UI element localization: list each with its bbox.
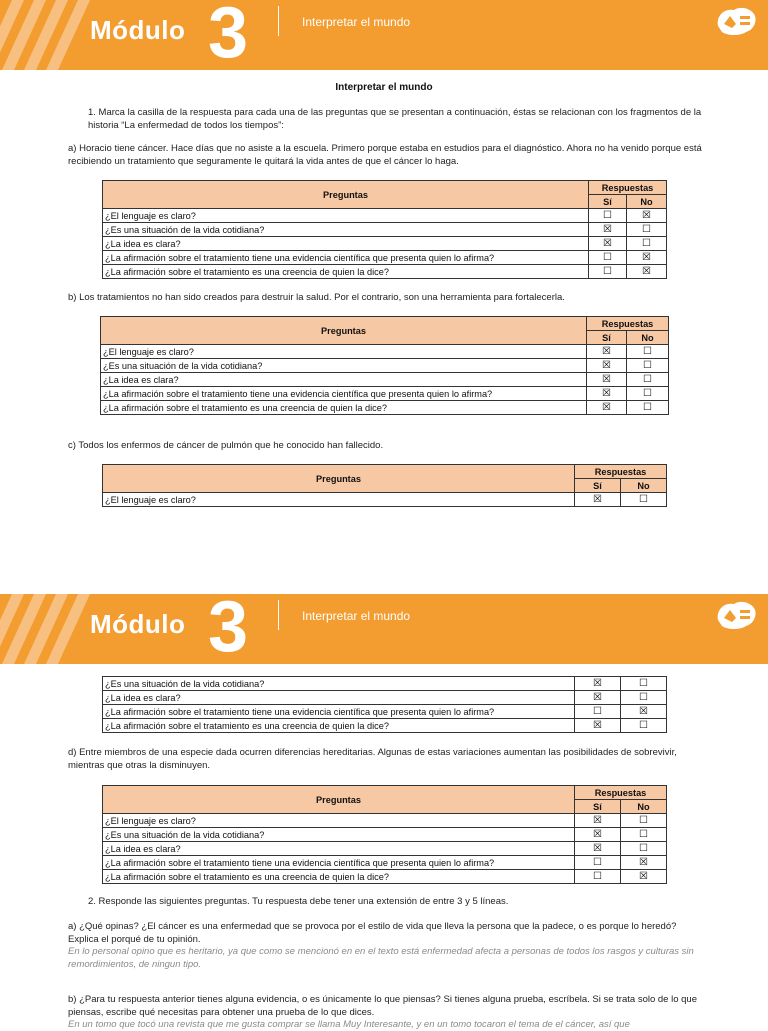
questions-table-c <box>102 464 667 507</box>
question-2b: b) ¿Para tu respuesta anterior tienes alguna evidencia, o es únicamente lo que piensas? Si tienes alguna prueba, escríbela. Si se trata solo de lo que piensas, escribe qué necesitas para obtener una prueba de lo que dices. <box>68 994 697 1018</box>
col-header-no: No <box>627 331 669 345</box>
question-text: ¿La afirmación sobre el tratamiento es una creencia de quien la dice? <box>101 401 587 415</box>
answer-2b[interactable]: En un tomo que tocó una revista que me gusta comprar se llama Muy Interesante, y en un tomo tocaron el tema de el cáncer, así que <box>68 1019 630 1030</box>
question-text: ¿La idea es clara? <box>103 237 589 251</box>
table-row <box>103 842 667 856</box>
checkbox-no[interactable]: ☐ <box>627 359 669 373</box>
table-row <box>101 387 669 401</box>
table-row <box>103 856 667 870</box>
checkbox-si[interactable]: ☒ <box>575 814 621 828</box>
col-header-respuestas: Respuestas <box>589 181 667 195</box>
checkbox-si[interactable]: ☐ <box>589 251 627 265</box>
col-header-respuestas: Respuestas <box>587 317 669 331</box>
checkbox-no[interactable]: ☐ <box>621 677 667 691</box>
table-row <box>101 359 669 373</box>
checkbox-no[interactable]: ☒ <box>627 251 667 265</box>
checkbox-no[interactable]: ☐ <box>627 387 669 401</box>
questions-table-d <box>102 785 667 884</box>
checkbox-si[interactable]: ☒ <box>587 373 627 387</box>
checkbox-si[interactable]: ☒ <box>575 719 621 733</box>
modulo-logo-icon <box>714 598 758 632</box>
question-text: ¿La idea es clara? <box>101 373 587 387</box>
checkbox-no[interactable]: ☒ <box>627 265 667 279</box>
table-row <box>101 345 669 359</box>
section-title: Interpretar el mundo <box>302 15 411 29</box>
col-header-no: No <box>621 479 667 493</box>
table-row <box>103 209 667 223</box>
checkbox-si[interactable]: ☒ <box>575 842 621 856</box>
col-header-respuestas: Respuestas <box>575 786 667 800</box>
question-text: ¿La idea es clara? <box>103 842 575 856</box>
questions-table-c-continued <box>102 676 667 733</box>
checkbox-no[interactable]: ☐ <box>621 691 667 705</box>
question-text: ¿La afirmación sobre el tratamiento tiene una evidencia científica que presenta quien lo afirma? <box>103 856 575 870</box>
checkbox-no[interactable]: ☐ <box>621 493 667 507</box>
answer-2a[interactable]: En lo personal opino que es heritario, ya que como se mencionó en en el texto está enfermedad afecta a personas de todos los rasgos y culturas sin remordimientos, de ningun tipo. <box>68 946 694 970</box>
module-header <box>0 594 768 664</box>
col-header-respuestas: Respuestas <box>575 465 667 479</box>
module-label: Módulo <box>90 15 186 45</box>
header-divider <box>278 600 279 630</box>
checkbox-si[interactable]: ☒ <box>575 677 621 691</box>
section-a-text: a) Horacio tiene cáncer. Hace días que no asiste a la escuela. Primero porque estaba en estudios para el diagnóstico. Ahora no ha venido porque está recibiendo un tratamiento que seguramente le quitará la vida antes de que el cáncer lo haga. <box>68 143 702 167</box>
item1-instructions: 1. Marca la casilla de la respuesta para cada una de las preguntas que se presentan a continuación, éstas se relacionan con los fragmentos de la historia “La enfermedad de todos los tiempos”: <box>88 107 702 131</box>
checkbox-si[interactable]: ☐ <box>575 870 621 884</box>
header-divider <box>278 6 279 36</box>
checkbox-no[interactable]: ☐ <box>627 373 669 387</box>
col-header-no: No <box>627 195 667 209</box>
table-row <box>103 493 667 507</box>
question-text: ¿El lenguaje es claro? <box>103 814 575 828</box>
question-text: ¿Es una situación de la vida cotidiana? <box>103 677 575 691</box>
checkbox-no[interactable]: ☐ <box>621 719 667 733</box>
question-text: ¿La idea es clara? <box>103 691 575 705</box>
section-b-text: b) Los tratamientos no han sido creados para destruir la salud. Por el contrario, son una herramienta para fortalecerla. <box>68 292 565 303</box>
table-row <box>103 691 667 705</box>
checkbox-si[interactable]: ☒ <box>587 401 627 415</box>
checkbox-si[interactable]: ☒ <box>589 223 627 237</box>
section-d-text: d) Entre miembros de una especie dada ocurren diferencias hereditarias. Algunas de estas variaciones aumentan las posibilidades de sobrevivir, mientras que otras la disminuyen. <box>68 747 677 771</box>
checkbox-si[interactable]: ☒ <box>587 359 627 373</box>
col-header-no: No <box>621 800 667 814</box>
table-row <box>103 705 667 719</box>
col-header-preguntas: Preguntas <box>101 317 587 345</box>
question-text: ¿La afirmación sobre el tratamiento es una creencia de quien la dice? <box>103 719 575 733</box>
table-row <box>103 265 667 279</box>
question-text: ¿La afirmación sobre el tratamiento tiene una evidencia científica que presenta quien lo afirma? <box>101 387 587 401</box>
checkbox-si[interactable]: ☒ <box>587 387 627 401</box>
table-row <box>101 401 669 415</box>
checkbox-no[interactable]: ☐ <box>627 223 667 237</box>
checkbox-no[interactable]: ☒ <box>627 209 667 223</box>
checkbox-no[interactable]: ☒ <box>621 705 667 719</box>
question-text: ¿El lenguaje es claro? <box>103 493 575 507</box>
module-label: Módulo <box>90 609 186 639</box>
module-header <box>0 0 768 70</box>
checkbox-si[interactable]: ☐ <box>575 856 621 870</box>
checkbox-no[interactable]: ☐ <box>621 814 667 828</box>
col-header-si: Sí <box>587 331 627 345</box>
checkbox-si[interactable]: ☒ <box>587 345 627 359</box>
checkbox-no[interactable]: ☐ <box>627 237 667 251</box>
table-row <box>103 251 667 265</box>
section-title: Interpretar el mundo <box>302 609 411 623</box>
checkbox-no[interactable]: ☐ <box>621 828 667 842</box>
table-row <box>103 870 667 884</box>
col-header-preguntas: Preguntas <box>103 786 575 814</box>
question-text: ¿Es una situación de la vida cotidiana? <box>103 828 575 842</box>
checkbox-no[interactable]: ☐ <box>621 842 667 856</box>
table-row <box>103 223 667 237</box>
table-row <box>103 828 667 842</box>
item2-instructions: 2. Responde las siguientes preguntas. Tu respuesta debe tener una extensión de entre 3 y 5 líneas. <box>88 896 509 907</box>
checkbox-si[interactable]: ☒ <box>589 237 627 251</box>
question-text: ¿Es una situación de la vida cotidiana? <box>101 359 587 373</box>
question-2a: a) ¿Qué opinas? ¿El cáncer es una enfermedad que se provoca por el estilo de vida que lleva la persona que la padece, o es porque lo heredó? Explica el porqué de tu opinión. <box>68 921 677 945</box>
module-number: 3 <box>208 594 249 664</box>
question-text: ¿El lenguaje es claro? <box>103 209 589 223</box>
questions-table-b <box>100 316 669 415</box>
section-c-text: c) Todos los enfermos de cáncer de pulmón que he conocido han fallecido. <box>68 440 384 451</box>
question-text: ¿La afirmación sobre el tratamiento tiene una evidencia científica que presenta quien lo afirma? <box>103 251 589 265</box>
table-row <box>101 373 669 387</box>
checkbox-no[interactable]: ☐ <box>627 345 669 359</box>
checkbox-no[interactable]: ☐ <box>627 401 669 415</box>
table-row <box>103 677 667 691</box>
question-text: ¿La afirmación sobre el tratamiento es una creencia de quien la dice? <box>103 265 589 279</box>
question-text: ¿El lenguaje es claro? <box>101 345 587 359</box>
col-header-si: Sí <box>589 195 627 209</box>
checkbox-si[interactable]: ☒ <box>575 828 621 842</box>
checkbox-no[interactable]: ☒ <box>621 856 667 870</box>
checkbox-si[interactable]: ☐ <box>589 265 627 279</box>
table-row <box>103 237 667 251</box>
col-header-si: Sí <box>575 800 621 814</box>
col-header-si: Sí <box>575 479 621 493</box>
questions-table-a <box>102 180 667 279</box>
checkbox-no[interactable]: ☒ <box>621 870 667 884</box>
col-header-preguntas: Preguntas <box>103 181 589 209</box>
question-text: ¿La afirmación sobre el tratamiento tiene una evidencia científica que presenta quien lo afirma? <box>103 705 575 719</box>
question-text: ¿La afirmación sobre el tratamiento es una creencia de quien la dice? <box>103 870 575 884</box>
checkbox-si[interactable]: ☐ <box>575 705 621 719</box>
checkbox-si[interactable]: ☒ <box>575 691 621 705</box>
checkbox-si[interactable]: ☒ <box>575 493 621 507</box>
modulo-logo-icon <box>714 4 758 38</box>
module-number: 3 <box>208 0 249 70</box>
table-row <box>103 814 667 828</box>
page-title: Interpretar el mundo <box>335 82 433 93</box>
checkbox-si[interactable]: ☐ <box>589 209 627 223</box>
table-row <box>103 719 667 733</box>
col-header-preguntas: Preguntas <box>103 465 575 493</box>
question-text: ¿Es una situación de la vida cotidiana? <box>103 223 589 237</box>
